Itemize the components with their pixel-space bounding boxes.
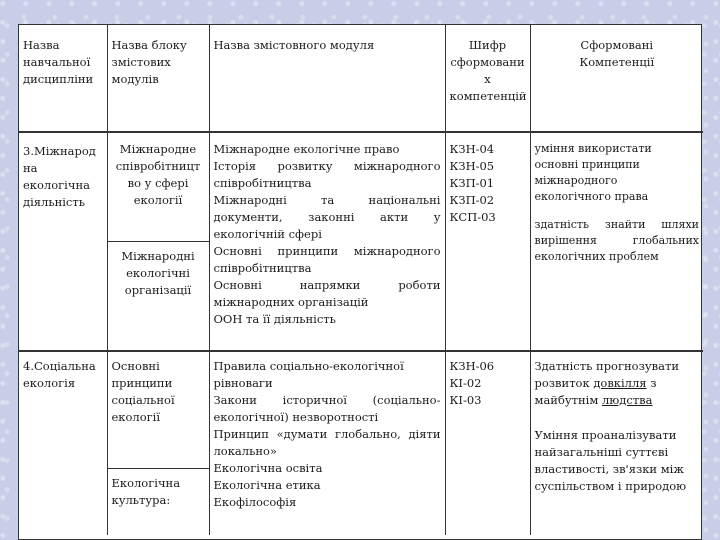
competency-table-sheet <box>18 24 702 540</box>
block-name: Основні принципи соціальної екології <box>111 359 175 424</box>
header-competencies: Сформовані Компетенції <box>530 25 703 132</box>
block-name: Міжнародні екологічні організації <box>108 241 209 350</box>
table-row <box>19 132 703 351</box>
header-discipline: Назва навчальної дисципліни <box>23 38 94 86</box>
competency-cell: Здатність прогнозувати розвиток довкілля з майбутнім людства Уміння проаналізувати найзагальніші суттєві властивості, зв'язки між суспільством і природою <box>530 351 703 535</box>
header-row <box>19 25 703 132</box>
module-cell: Міжнародне екологічне право Історія розвитку міжнародного співробітництва Міжнародні та національні документи, законні акти у екологічній сфері Основні принципи міжнародного співробітництва Основні напрямки роботи міжнародних організацій ООН та її діяльність <box>209 132 445 351</box>
discipline-cell: 3.Міжнарод на екологічна діяльність <box>23 144 96 209</box>
code-cell: КЗН-04 КЗН-05 КЗП-01 КЗП-02 КСП-03 <box>445 132 530 351</box>
competency-cell: уміння використати основні принципи міжнародного екологічного права здатність знайти шляхи вирішення глобальних екологічних проблем <box>530 132 703 351</box>
block-cell <box>107 132 209 351</box>
table-row <box>19 351 703 535</box>
header-block: Назва блоку змістових модулів <box>107 25 209 132</box>
discipline-cell: 4.Соціальна екологія <box>23 359 96 390</box>
competency-table <box>19 25 703 535</box>
header-module: Назва змістовного модуля <box>209 25 445 132</box>
block-name: Екологічна культура: <box>108 468 209 535</box>
block-cell <box>107 351 209 535</box>
module-cell: Правила соціально-екологічної рівноваги Закони історичної (соціально- екологічної) незворотності Принцип «думати глобально, діяти локально» Екологічна освіта Екологічна етика Екофілософія <box>209 351 445 535</box>
header-code: Шифр сформовани х компетенцій <box>445 25 530 132</box>
code-cell: КЗН-06 КІ-02 КІ-03 <box>445 351 530 535</box>
block-name: Міжнародне співробітницт во у сфері екології <box>115 142 201 207</box>
